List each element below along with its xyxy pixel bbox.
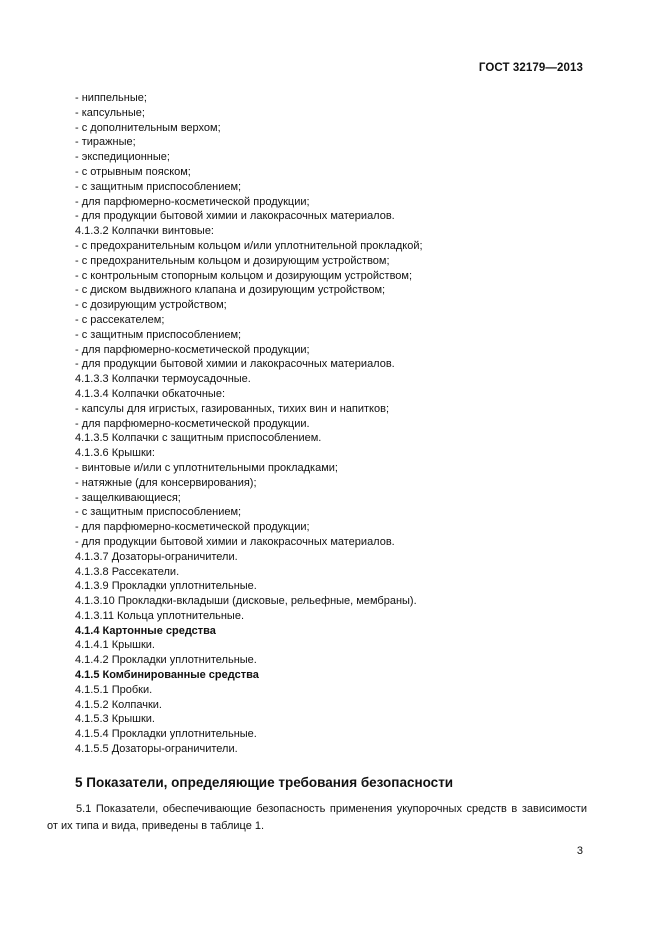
list-line: 4.1.5.2 Колпачки. — [75, 698, 162, 711]
list-line: - ниппельные; — [75, 92, 147, 104]
list-line: - для продукции бытовой химии и лакокрасочных материалов. — [75, 358, 395, 371]
list-line: 4.1.3.11 Кольца уплотнительные. — [75, 609, 245, 622]
list-line: 4.1.3.8 Рассекатели. — [75, 565, 180, 578]
list-line: 4.1.3.3 Колпачки термоусадочные. — [75, 373, 251, 386]
subsection-heading: 4.1.4 Картонные средства — [75, 624, 216, 637]
list-line: - для парфюмерно-косметической продукции; — [75, 521, 310, 534]
list-line: - капсульные; — [75, 106, 145, 119]
section-paragraph: 5.1 Показатели, обеспечивающие безопасность применения укупорочных средств в зависимости от их типа и вида, приведены в таблице 1. — [47, 803, 587, 832]
section-title: 5 Показатели, определяющие требования безопасности — [75, 775, 454, 790]
list-line: 4.1.3.7 Дозаторы-ограничители. — [75, 550, 238, 563]
list-line: - натяжные (для консервирования); — [75, 476, 257, 489]
page-number: 3 — [576, 845, 583, 857]
list-line: - для парфюмерно-косметической продукции; — [75, 195, 310, 208]
list-line: 4.1.3.9 Прокладки уплотнительные. — [75, 580, 257, 593]
list-line: - капсулы для игристых, газированных, тихих вин и напитков; — [75, 402, 389, 415]
list-line: - с защитным приспособлением; — [75, 506, 242, 519]
list-line: - с диском выдвижного клапана и дозирующим устройством; — [75, 284, 386, 297]
list-line: - с контрольным стопорным кольцом и дозирующим устройством; — [75, 269, 413, 282]
list-line: - с защитным приспособлением; — [75, 180, 242, 193]
list-line: - экспедиционные; — [75, 151, 170, 164]
list-line: - для парфюмерно-косметической продукции. — [75, 417, 310, 430]
list-line: - для продукции бытовой химии и лакокрасочных материалов. — [75, 535, 395, 548]
list-line: - для парфюмерно-косметической продукции; — [75, 343, 310, 356]
list-line: - с предохранительным кольцом и/или уплотнительной прокладкой; — [75, 239, 423, 252]
list-line: - тиражные; — [75, 136, 136, 149]
list-line: - с предохранительным кольцом и дозирующим устройством; — [75, 254, 390, 267]
list-line: 4.1.5.1 Пробки. — [75, 683, 153, 696]
list-line: - с рассекателем; — [75, 313, 165, 326]
list-line: - защелкивающиеся; — [75, 491, 181, 504]
list-line: 4.1.4.2 Прокладки уплотнительные. — [75, 654, 257, 667]
list-line: - с защитным приспособлением; — [75, 328, 242, 341]
list-line: - с отрывным пояском; — [75, 165, 191, 178]
list-line: 4.1.3.4 Колпачки обкаточные: — [75, 387, 225, 400]
list-line: 4.1.5.5 Дозаторы-ограничители. — [75, 743, 238, 756]
list-line: - с дозирующим устройством; — [75, 299, 227, 312]
list-line: - с дополнительным верхом; — [75, 121, 221, 134]
standard-header: ГОСТ 32179—2013 — [478, 62, 583, 74]
list-line: 4.1.3.2 Колпачки винтовые: — [75, 225, 214, 238]
list-line: 4.1.3.6 Крышки: — [75, 447, 155, 460]
list-line: 4.1.5.4 Прокладки уплотнительные. — [75, 728, 257, 741]
list-line: 4.1.5.3 Крышки. — [75, 713, 155, 726]
list-line: 4.1.3.5 Колпачки с защитным приспособлением. — [75, 432, 322, 445]
list-line: 4.1.3.10 Прокладки-вкладыши (дисковые, рельефные, мембраны). — [75, 595, 417, 608]
classification-list — [75, 91, 591, 757]
subsection-heading: 4.1.5 Комбинированные средства — [75, 669, 259, 682]
list-line: 4.1.4.1 Крышки. — [75, 639, 155, 652]
list-line: - винтовые и/или с уплотнительными прокладками; — [75, 461, 338, 474]
list-line: - для продукции бытовой химии и лакокрасочных материалов. — [75, 210, 395, 223]
